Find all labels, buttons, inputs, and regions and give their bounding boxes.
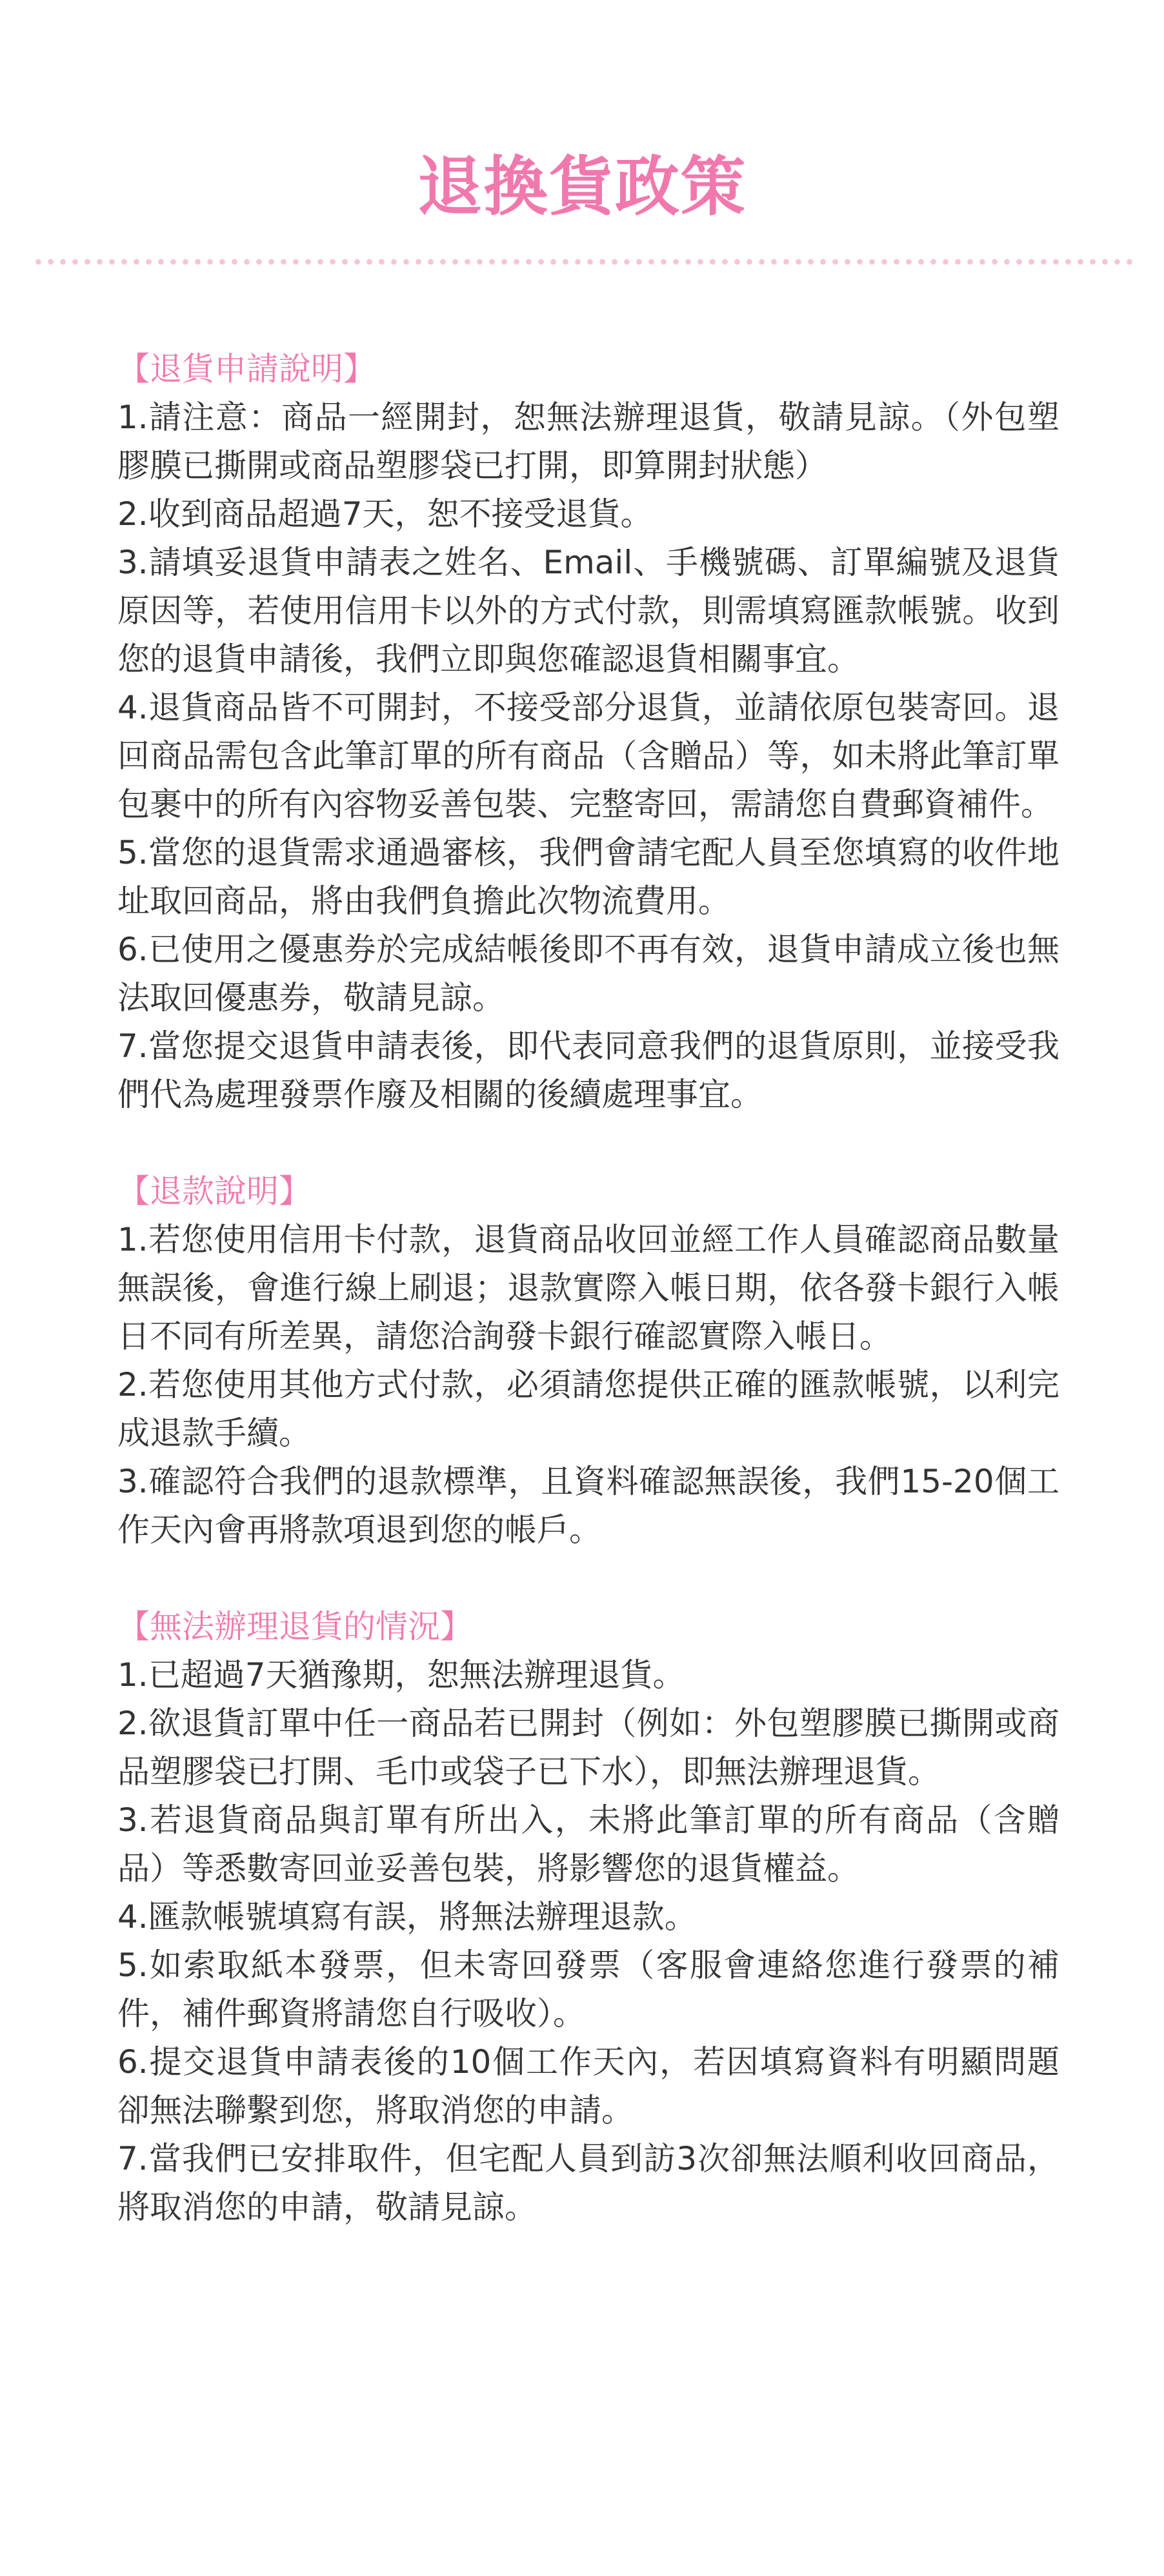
policy-item: 1.若您使用信用卡付款，退貨商品收回並經工作人員確認商品數量無誤後，會進行線上刷退；退款實際入帳日期，依各發卡銀行入帳日不同有所差異，請您洽詢發卡銀行確認實際入帳日。 [117,1221,1059,1355]
section-refund [117,1167,1059,1554]
policy-item: 6.已使用之優惠券於完成結帳後即不再有效，退貨申請成立後也無法取回優惠券，敬請見諒。 [117,931,1059,1016]
policy-item: 4.退貨商品皆不可開封，不接受部分退貨，並請依原包裝寄回。退回商品需包含此筆訂單的所有商品（含贈品）等，如未將此筆訂單包裹中的所有內容物妥善包裝、完整寄回，需請您自費郵資補件。 [117,689,1059,823]
policy-item: 2.若您使用其他方式付款，必須請您提供正確的匯款帳號，以利完成退款手續。 [117,1366,1059,1452]
policy-item: 7.當您提交退貨申請表後，即代表同意我們的退貨原則，並接受我們代為處理發票作廢及相關的後續處理事宜。 [117,1027,1059,1113]
policy-item: 1.已超過7天猶豫期，恕無法辦理退貨。 [117,1656,685,1694]
policy-item: 1.請注意：商品一經開封，恕無法辦理退貨，敬請見諒。（外包塑膠膜已撕開或商品塑膠袋已打開，即算開封狀態） [117,399,1059,484]
dotted-divider [32,259,1136,265]
policy-item: 4.匯款帳號填寫有誤，將無法辦理退款。 [117,1898,697,1936]
policy-content [117,345,1059,2280]
policy-item: 2.收到商品超過7天，恕不接受退貨。 [117,495,653,533]
policy-item: 5.如索取紙本發票，但未寄回發票（客服會連絡您進行發票的補件，補件郵資將請您自行吸收）。 [117,1947,1059,2032]
policy-item: 3.確認符合我們的退款標準，且資料確認無誤後，我們15-20個工作天內會再將款項退到您的帳戶。 [117,1463,1059,1549]
policy-item: 7.當我們已安排取件，但宅配人員到訪3次卻無法順利收回商品，將取消您的申請，敬請見諒。 [117,2140,1059,2226]
policy-item: 5.當您的退貨需求通過審核，我們會請宅配人員至您填寫的收件地址取回商品，將由我們負擔此次物流費用。 [117,834,1059,920]
section-heading: 【無法辦理退貨的情況】 [117,1608,472,1645]
section-return-application [117,345,1059,1119]
section-heading: 【退款說明】 [117,1173,311,1210]
section-non-returnable [117,1603,1059,2232]
policy-item: 2.欲退貨訂單中任一商品若已開封（例如：外包塑膠膜已撕開或商品塑膠袋已打開、毛巾或袋子已下水），即無法辦理退貨。 [117,1705,1059,1790]
page-title: 退換貨政策 [417,149,747,224]
policy-item: 3.請填妥退貨申請表之姓名、Email、手機號碼、訂單編號及退貨原因等，若使用信用卡以外的方式付款，則需填寫匯款帳號。收到您的退貨申請後，我們立即與您確認退貨相關事宜。 [117,544,1059,678]
policy-item: 6.提交退貨申請表後的10個工作天內，若因填寫資料有明顯問題卻無法聯繫到您，將取消您的申請。 [117,2043,1059,2129]
policy-item: 3.若退貨商品與訂單有所出入，未將此筆訂單的所有商品（含贈品）等悉數寄回並妥善包裝，將影響您的退貨權益。 [117,1801,1059,1887]
section-heading: 【退貨申請說明】 [117,350,376,388]
